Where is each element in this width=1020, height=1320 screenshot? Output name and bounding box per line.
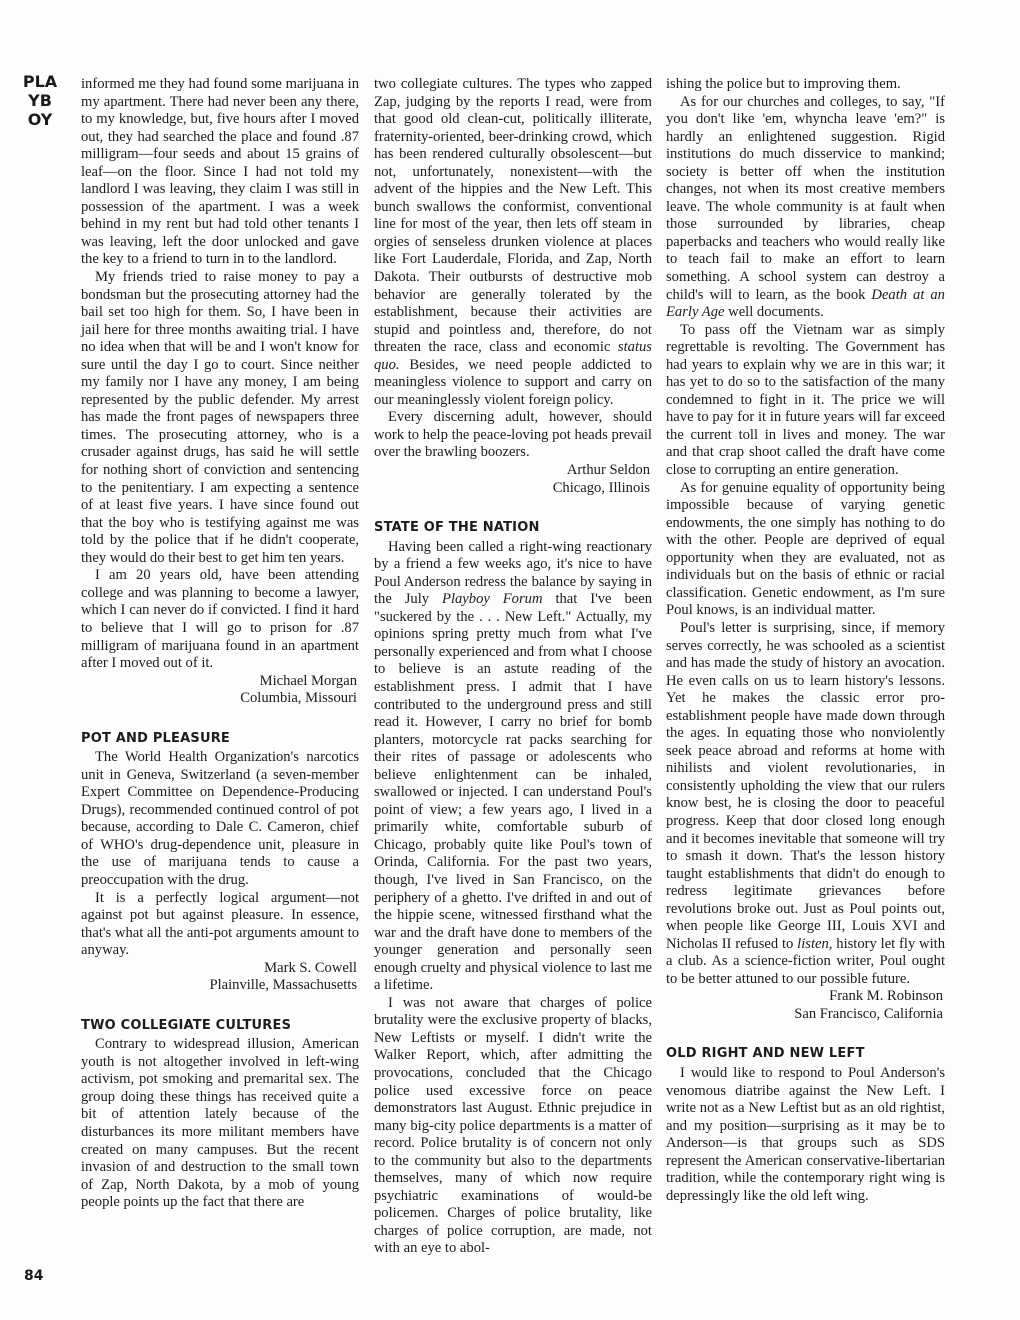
signature-place: San Francisco, California: [794, 1005, 943, 1022]
signature-place: Plainville, Massachusetts: [209, 977, 357, 994]
text-run: Besides, we need people addicted to meaningless violence to support and carry on our meaninglessly violent foreign policy.: [374, 356, 652, 408]
paragraph: [666, 620, 945, 988]
italic-text: Playboy Forum: [442, 591, 543, 608]
signature-place: Chicago, Illinois: [552, 479, 650, 496]
paragraph: Contrary to widespread illusion, American youth is not altogether involved in left-wing activism, pot smoking and premarital sex. The group doing these things has received quite a bit of attention lately because of the disturbances its more militant members have created on many campuses. But the recent invasion of and destruction to the small town of Zap, North Dakota, by a mob of young people points up the fact that there are: [81, 1036, 359, 1211]
signature-place: Columbia, Missouri: [240, 690, 357, 707]
paragraph: Every discerning adult, however, should work to help the peace-loving pot heads prevail over the brawling boozers.: [374, 409, 652, 461]
paragraph: [374, 539, 652, 995]
italic-text: status quo.: [374, 339, 652, 373]
paragraph: My friends tried to raise money to pay a bondsman but the prosecuting attorney had the bail set too high for them. So, I have been in jail here for three months awaiting trial. I have no idea when that will be and I won't know for sure until the day I go to court. Since neither my family nor I have any money, I am being represented by the public defender. My arrest has made the front pages of newspapers three times. The prosecuting attorney, who is a crusader against drugs, has said he will settle for nothing short of conviction and sentencing to the penitentiary. I am expecting a sentence of at least five years. I have since found out that the boy who is testifying against me was told by the police that if he didn't cooperate, they would do their best to get him ten years.: [81, 269, 359, 566]
column-2: [374, 76, 652, 1258]
text-run: well documents.: [728, 304, 824, 321]
section-heading: OLD RIGHT AND NEW LEFT: [666, 1046, 865, 1062]
paragraph: As for genuine equality of opportunity being impossible because of varying genetic endowments, the one simply has nothing to do with the other. People are deprived of equal opportunity when they are evaluated, not as individuals but on the basis of ethnic or racial classification. Genetic endowment, as I'm sure Poul knows, is an individual matter.: [666, 479, 945, 619]
section-heading: POT AND PLEASURE: [81, 730, 230, 746]
signature: [374, 462, 652, 497]
paragraph: To pass off the Vietnam war as simply regrettable is revolting. The Government has had years to explain why we are in this war; it has yet to do so to the satisfaction of the many condemned to fight in it. The price we will have to pay for it in future years will far exceed the current toll in lives and money. The war and that crap shoot called the draft have come close to corrupting an entire generation.: [666, 321, 945, 479]
signature: [81, 960, 359, 995]
paragraph: [374, 76, 652, 409]
signature-name: Frank M. Robinson: [829, 988, 943, 1005]
italic-text: listen,: [797, 935, 833, 952]
paragraph: The World Health Organization's narcotics unit in Geneva, Switzerland (a seven-member Expert Committee on Dependence-Producing Drugs), recommended continued control of pot because, according to Dale C. Cameron, chief of WHO's drug-dependence unit, pleasure in the use of marijuana tends to cause a preoccupation with the drug.: [81, 749, 359, 888]
italic-text: Death at an Early Age: [666, 286, 945, 321]
text-run: Having been called a right-wing reactionary by a friend a few weeks ago, it's nice to have Poul Anderson redress the balance by saying in the July: [374, 538, 652, 608]
text-run: history let fly with a club. As a science-fiction writer, Poul ought to be better attuned to our possible future.: [666, 935, 946, 987]
masthead: PLAYBOY: [22, 72, 58, 129]
text-run: two collegiate cultures. The types who zapped Zap, judging by the reports I read, were from that good old clean-cut, politically illiterate, fraternity-oriented, beer-drinking crowd, which has been rendered culturally obsolescent—but not, unfortunately, nonexistent—with the advent of the hippies and the New Left. This bunch swallows the conformist, conventional line for most of the year, then lets off steam in orgies of senseless drunken violence at places like Fort Lauderdale, Florida, and Zap, North Dakota. Their outbursts of destructive mob behavior are generally tolerated by the establishment, because their activities are stupid and pointless and, therefore, do not threaten the race, class and economic: [374, 76, 652, 356]
paragraph: I would like to respond to Poul Anderson's venomous diatribe against the New Left. I write not as a New Leftist but as an old rightist, and my position—surprising as it may be to Anderson—is that groups such as SDS represent the American conservative-libertarian tradition, while the contemporary right wing is depressingly like the old left wing.: [666, 1064, 945, 1204]
signature: [81, 673, 359, 708]
section-heading: TWO COLLEGIATE CULTURES: [81, 1017, 292, 1033]
paragraph: I was not aware that charges of police brutality were the exclusive property of blacks, New Leftists or myself. I didn't write the Walker Report, which, after admitting the provocations, concluded that the Chicago police used excessive force on peace demonstrators last August. Ethnic prejudice in many big-city police departments is a matter of record. Police brutality is of concern not only to the community but also to the departments themselves, many of which now require psychiatric examinations of would-be policemen. Charges of police brutality, like charges of police corruption, are made, not with an eye to abol-: [374, 994, 652, 1257]
signature-name: Michael Morgan: [259, 672, 357, 689]
column-3: [666, 76, 945, 1205]
paragraph: I am 20 years old, have been attending college and was planning to become a lawyer, which I can never do if convicted. I find it hard to believe that I will go to prison for .87 milligram of marijuana found in an apartment after I moved out of it.: [81, 567, 359, 672]
text-run: Poul's letter is surprising, since, if memory serves correctly, he was schooled as a scientist and has made the study of history an avocation. He even calls on us to learn history's lessons. Yet he makes the classic error pro-establishment people have made down through the ages. In equating those who nonviolently seek peace abroad and reforms at home with nihilists and violent revolutionaries, in consistently upholding the view that our rulers know best, he is closing the door to peaceful progress. Keep that door closed long enough and it becomes inevitable that someone will try to smash it down. That's the lesson history taught establishments that didn't do enough to redress legitimate grievances before revolutions broke out. Just as Poul points out, when people like George III, Louis XVI and Nicholas II refused to: [666, 619, 945, 952]
page-number: 84: [24, 1268, 44, 1284]
signature-name: Mark S. Cowell: [264, 959, 357, 976]
text-run: As for our churches and colleges, to say, "If you don't like 'em, whyncha leave 'em?" is hardly an enlightened suggestion. Rigid institutions do much disservice to mankind; society is better off when the institution changes, not when its most creative members leave. The whole community is at fault when those surrounded by libraries, cheap paperbacks and teachers who would really like to teach fail to make an effort to learn something. A school system can destroy a child's will to learn, as the book: [666, 93, 945, 303]
signature-name: Arthur Seldon: [566, 462, 650, 479]
section-heading: STATE OF THE NATION: [374, 520, 540, 536]
column-1: [81, 76, 359, 1212]
paragraph: It is a perfectly logical argument—not against pot but against pleasure. In essence, that's what all the anti-pot arguments amount to anyway.: [81, 889, 359, 959]
signature: [666, 988, 945, 1023]
text-run: that I've been "suckered by the . . . New Left." Actually, my opinions spring pretty much from what I've personally experienced and from what I choose to believe is an astute reading of the establishment press. I admit that I have contributed to the underground press and still read it. However, I carry no brief for bomb planters, motorcycle rat packs searching for their rites of passage or adolescents who believe enlightenment can be inhaled, swallowed or injected. I can understand Poul's point of view; a few years ago, I lived in a primarily white, comfortable suburb of Chicago, probably quite like Poul's town of Orinda, California. For the past two years, though, I've lived in San Francisco, on the periphery of a ghetto. I've drifted in and out of the hippie scene, witnessed firsthand what the war and the draft have done to members of the younger generation and personally seen enough cruelty and physical violence to last me a lifetime.: [374, 591, 652, 994]
paragraph: ishing the police but to improving them.: [666, 76, 901, 92]
paragraph: informed me they had found some marijuana in my apartment. There had never been any there, to my knowledge, but, five hours after I moved out, they had searched the place and found .87 milligram—four seeds and about 15 grains of leaf—on the floor. Since I had not told my landlord I was leaving, they claim I was still in possession of the apartment. I was a week behind in my rent but had told other tenants I was leaving, left the door unlocked and gave the key to a friend to turn in to the landlord.: [81, 76, 359, 268]
paragraph: [666, 94, 945, 322]
